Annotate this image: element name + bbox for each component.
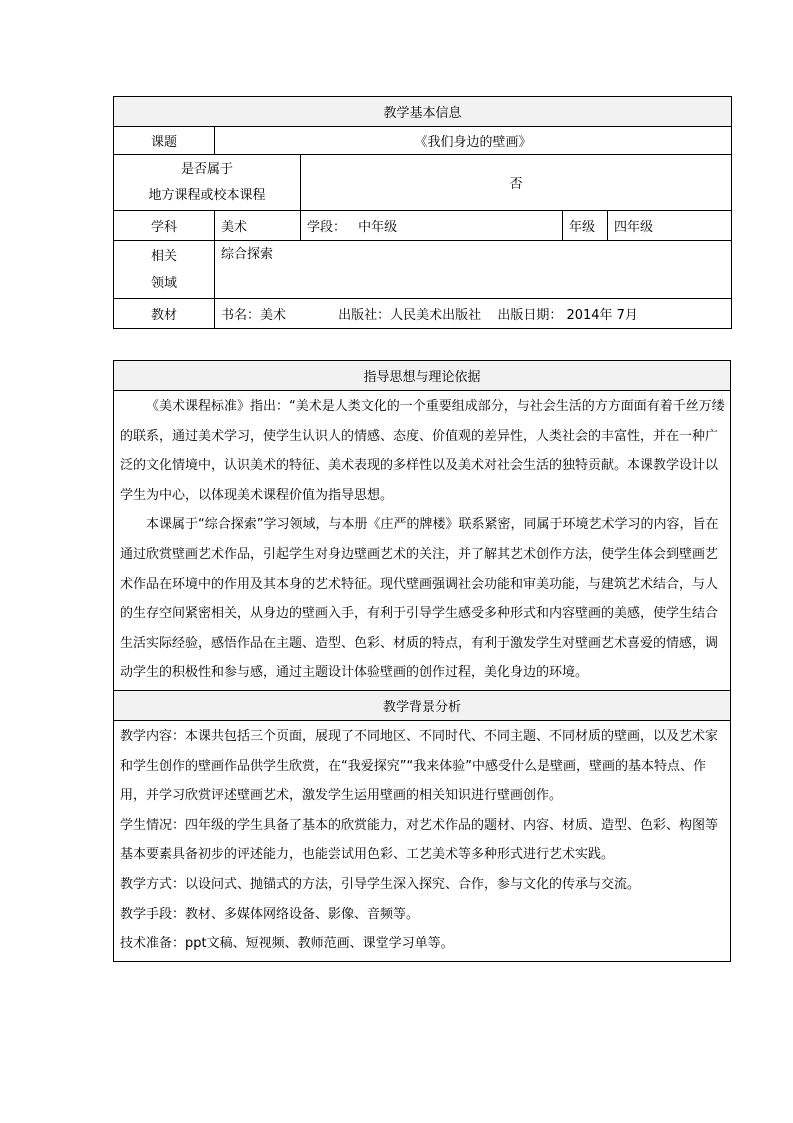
local-course-label [114, 155, 301, 211]
guiding-paragraph-1: 《美术课程标准》指出：“美术是人类文化的一个重要组成部分，与社会生活的方方面面有着千丝万缕的联系，通过美术学习，使学生认识人的情感、态度、价值观的差异性，人类社会的丰富性，并在一种广泛的文化情境中，认识美术的特征、美术表现的多样性以及美术对社会生活的独特贡献。本课教学设计以学生为中心，以体现美术课程价值为指导思想。 [120, 399, 725, 503]
topic-value: 《我们身边的壁画》 [215, 127, 732, 155]
stage-cell [301, 211, 563, 241]
domain-label-line1: 相关 [150, 248, 177, 264]
local-course-value: 否 [301, 155, 732, 211]
book-name: 书名：美术 [221, 308, 287, 323]
publication-date: 出版日期： 2014年 7月 [497, 308, 638, 323]
teaching-means: 教学手段：教材、多媒体网络设备、影像、音频等。 [120, 906, 420, 922]
domain-label-line2: 领域 [150, 275, 177, 291]
grade-label: 年级 [563, 211, 608, 241]
basic-info-table [113, 96, 732, 329]
subject-value: 美术 [215, 211, 301, 241]
guiding-header: 指导思想与理论依据 [114, 361, 731, 391]
grade-value: 四年级 [608, 211, 732, 241]
topic-label: 课题 [114, 127, 215, 155]
stage-value: 中年级 [358, 220, 398, 235]
background-header: 教学背景分析 [114, 690, 731, 720]
stage-label: 学段： [307, 220, 347, 235]
student-situation: 学生情况：四年级的学生具备了基本的欣赏能力，对艺术作品的题材、内容、材质、造型、色彩、构图等基本要素具备初步的评述能力，也能尝试用色彩、工艺美术等多种形式进行艺术实践。 [120, 817, 719, 863]
textbook-info [215, 299, 732, 329]
subject-label: 学科 [114, 211, 215, 241]
guiding-content [114, 391, 731, 691]
local-label-line1: 是否属于 [180, 161, 233, 177]
basic-info-header: 教学基本信息 [114, 97, 732, 127]
textbook-label: 教材 [114, 299, 215, 329]
teaching-content: 教学内容：本课共包括三个页面，展现了不同地区、不同时代、不同主题、不同材质的壁画，以及艺术家和学生创作的壁画作品供学生欣赏，在“我爱探究”“我来体验”中感受什么是壁画，壁画的基本特点、作用，并学习欣赏评述壁画艺术，激发学生运用壁画的相关知识进行壁画创作。 [120, 728, 719, 804]
domain-value: 综合探索 [215, 241, 732, 299]
teaching-method: 教学方式：以设问式、抛锚式的方法，引导学生深入探究、合作，参与文化的传承与交流。 [120, 876, 641, 892]
guiding-and-background-table [113, 360, 731, 962]
domain-label [114, 241, 215, 299]
technical-preparation: 技术准备：ppt文稿、短视频、教师范画、课堂学习单等。 [120, 936, 454, 952]
guiding-paragraph-2: 本课属于“综合探索”学习领域，与本册《庄严的牌楼》联系紧密，同属于环境艺术学习的内容，旨在通过欣赏壁画艺术作品，引起学生对身边壁画艺术的关注，并了解其艺术创作方法，使学生体会到壁画艺术作品在环境中的作用及其本身的艺术特征。现代壁画强调社会功能和审美功能，与建筑艺术结合，与人的生存空间紧密相关，从身边的壁画入手，有利于引导学生感受多种形式和内容壁画的美感，使学生结合生活实际经验，感悟作品在主题、造型、色彩、材质的特点，有利于激发学生对壁画艺术喜爱的情感，调动学生的积极性和参与感，通过主题设计体验壁画的创作过程，美化身边的环境。 [120, 517, 719, 681]
publisher: 出版社：人民美术出版社 [338, 308, 482, 323]
local-label-line2: 地方课程或校本课程 [148, 187, 266, 203]
background-content [114, 720, 731, 961]
